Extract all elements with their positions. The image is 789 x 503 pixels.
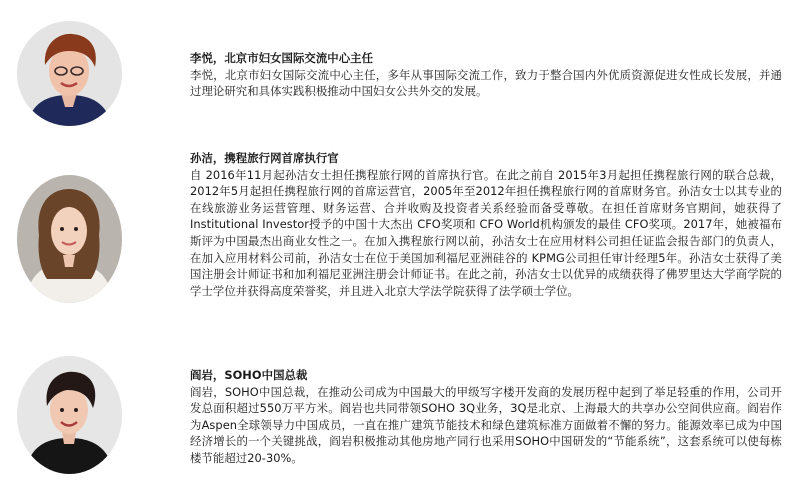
profile-name-title: 李悦，北京市妇女国际交流中心主任 xyxy=(190,51,374,65)
portrait-photo xyxy=(17,356,122,474)
profile-text xyxy=(190,367,782,467)
profile-bio: 自 2016年11月起孙洁女士担任携程旅行网的首席执行官。在此之前自 2015年3月起担任携程旅行网的联合总裁，2012年5月起担任携程旅行网的首席运营官，2005年至2012年担任携程旅行网的首席财务官。孙洁女士以其专业的在线旅游业务运营管理、财务运营、合并收购及投资者关系经验而备受尊敬。在担任首席财务官期间，她获得了 Institutional Investor授予的中国十大杰出 CFO奖项和 CFO World机构颁发的最佳 CFO奖项。2017年，她被福布斯评为中国最杰出商业女性之一。在加入携程旅行网以前，孙洁女士在应用材料公司担任证监会报告部门的负责人，在加入应用材料公司前，孙洁女士在位于美国加利福尼亚洲硅谷的 KPMG公司担任审计经理5年。孙洁女士获得了美国注册会计师证书和加利福尼亚洲注册会计师证书。在此之前，孙洁女士以优异的成绩获得了佛罗里达大学商学院的学士学位并获得高度荣誉奖，并且进入北京大学法学院获得了法学硕士学位。 xyxy=(190,167,782,298)
profile-bio: 李悦，北京市妇女国际交流中心主任，多年从事国际交流工作，致力于整合国内外优质资源促进女性成长发展，并通过理论研究和具体实践积极推动中国妇女公共外交的发展。 xyxy=(190,67,782,99)
portrait-photo xyxy=(17,175,122,303)
profile-name-title: 孙洁，携程旅行网首席执行官 xyxy=(190,151,339,165)
profile-text xyxy=(190,150,782,299)
profile-bio: 阎岩，SOHO中国总裁，在推动公司成为中国最大的甲级写字楼开发商的发展历程中起到了举足轻重的作用，公司开发总面积超过550万平方米。阎岩也共同带领SOHO 3Q业务，3Q是北京、上海最大的共享办公空间供应商。阎岩作为Aspen全球领导力中国成员，一直在推广建筑节能技术和绿色建筑标准方面做着不懈的努力。能源效率已成为中国经济增长的一个关键挑战，阎岩积极推动其他房地产同行也采用SOHO中国研发的“节能系统”，这套系统可以使每栋楼节能超过20-30%。 xyxy=(190,384,782,465)
profile-name-title: 阎岩，SOHO中国总裁 xyxy=(190,368,308,382)
portrait-photo xyxy=(17,21,122,126)
profile-text xyxy=(190,50,782,100)
